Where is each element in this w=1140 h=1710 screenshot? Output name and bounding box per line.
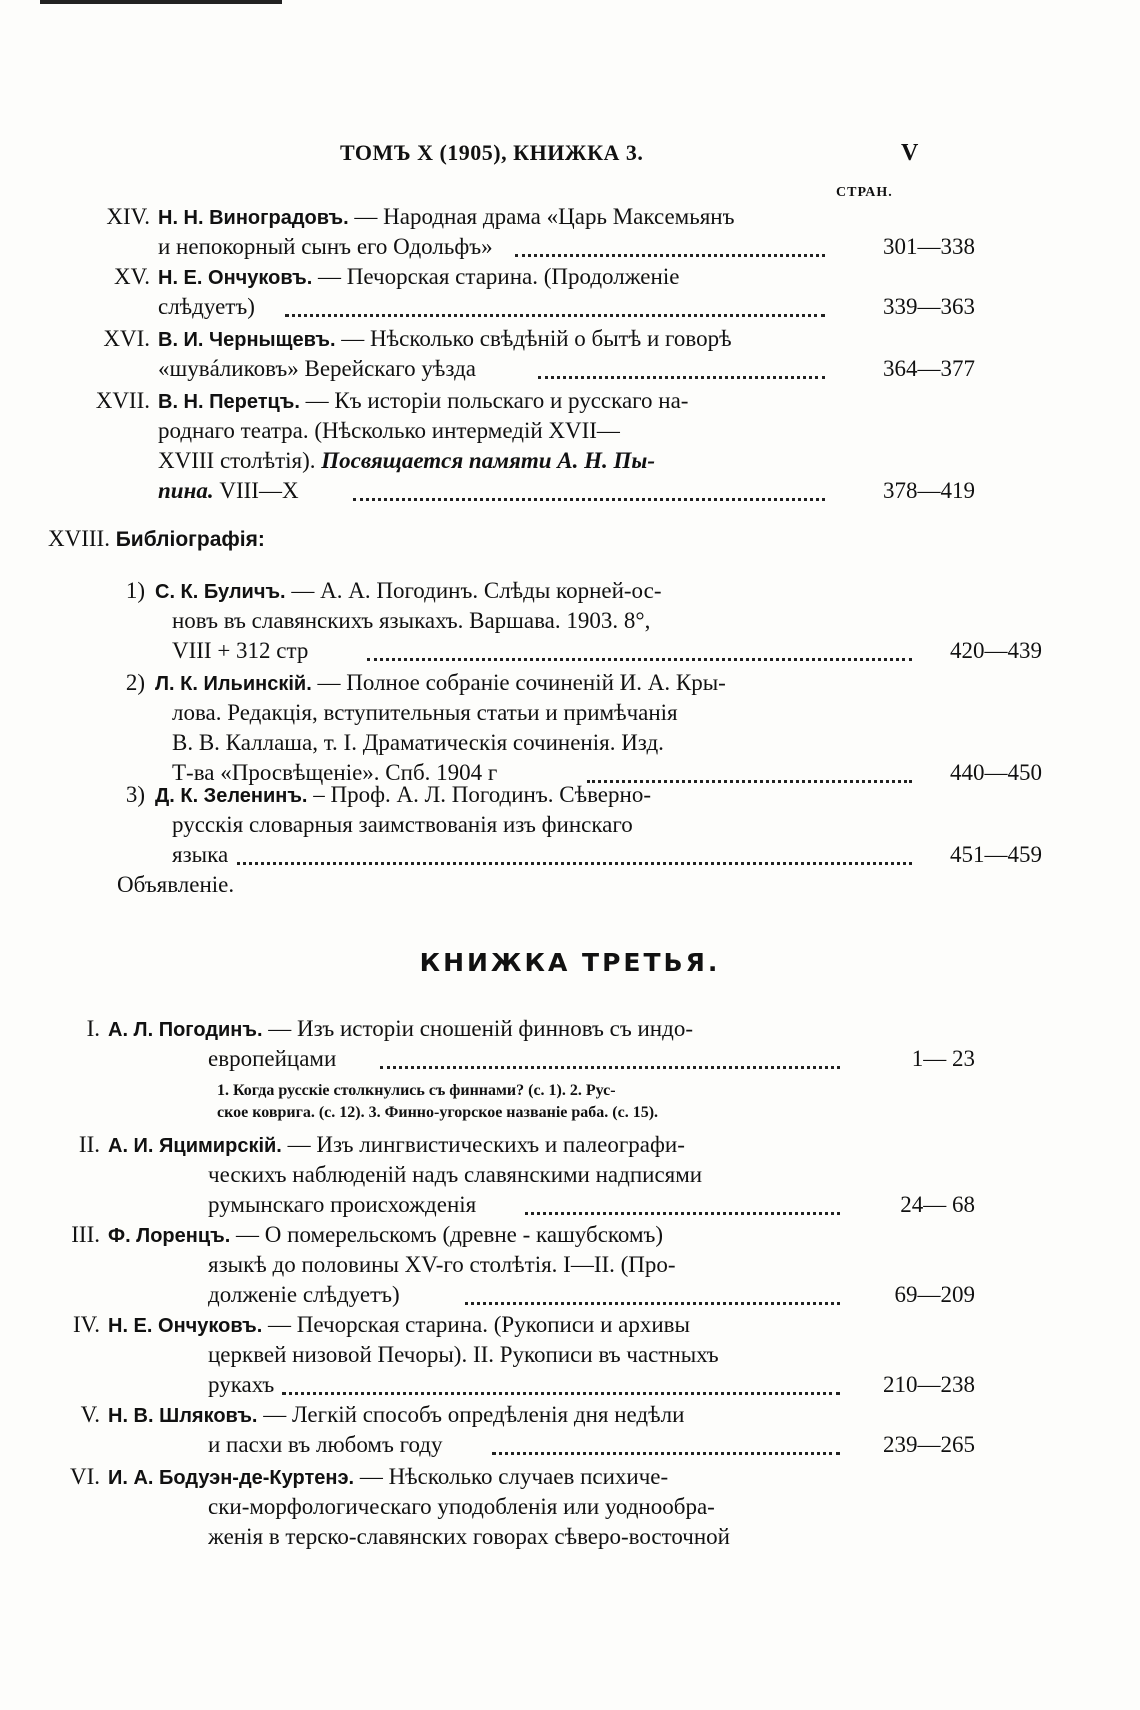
dot-leader <box>380 1066 840 1069</box>
entry-title-line: — Печорская старина. (Рукописи и архивы <box>268 1312 690 1337</box>
entry-title-line: церквей низовой Печоры). II. Рукописи въ частныхъ <box>208 1342 719 1367</box>
entry-pages: 339—363 <box>883 294 975 319</box>
section-number: XVIII. <box>48 526 110 551</box>
entry-author: Д. К. Зеленинъ. <box>155 785 308 807</box>
entry-title-line: VIII + 312 стр <box>172 638 309 663</box>
entry-number: VI. <box>69 1464 100 1489</box>
entry-number: 2) <box>125 670 145 695</box>
entry-subtopics <box>217 1080 658 1124</box>
entry-title-line: «шувáликовъ» Верейскаго уѣзда <box>158 356 476 381</box>
entry-title-line: — Изъ лингвистическихъ и палеографи- <box>287 1132 685 1157</box>
book-heading: КНИЖКА ТРЕТЬЯ. <box>419 948 721 977</box>
entry-title-line: Т-ва «Просвѣщеніе». Спб. 1904 г <box>172 760 498 785</box>
dot-leader <box>282 1392 840 1395</box>
entry-pages: 301—338 <box>883 234 975 259</box>
entry-title-line: языкѣ до половины XV-го столѣтія. I—II. (Про- <box>208 1252 676 1277</box>
entry-pages: 24— 68 <box>900 1192 975 1217</box>
entry-pages: 69—209 <box>894 1282 975 1307</box>
entry-author: Н. В. Шляковъ. <box>108 1405 258 1427</box>
entry-title-line: лова. Редакція, вступительныя статьи и примѣчанія <box>172 700 678 725</box>
section-title: Библіографія: <box>115 528 265 551</box>
entry-title-line: XVIII столѣтія). <box>158 448 316 473</box>
entry-pages: 420—439 <box>950 638 1042 663</box>
entry-title-line: — Легкій способъ опредѣленія дня недѣли <box>263 1402 685 1427</box>
entry-title-line: женія в терско-славянских говорах сѣверо-восточной <box>208 1524 730 1549</box>
entry-author: Н. Е. Ончуковъ. <box>108 1315 263 1337</box>
entry-author: Л. К. Ильинскій. <box>155 673 312 695</box>
subtopic-line: 1. Когда русскіе столкнулись съ финнами? (с. 1). 2. Рус- <box>217 1082 616 1099</box>
entry-title-line: ческихъ наблюденій надъ славянскими надписями <box>208 1162 703 1187</box>
section-heading <box>48 526 265 552</box>
entry-author: Н. Н. Виноградовъ. <box>158 207 349 229</box>
dedication-text: Посвящается памяти А. Н. Пы- <box>321 448 655 473</box>
entry-author: И. А. Бодуэн-де-Куртенэ. <box>108 1467 355 1489</box>
entry-title-line: европейцами <box>208 1046 337 1071</box>
entry-pages: 210—238 <box>883 1372 975 1397</box>
entry-title-line: — Нѣсколько случаев психиче- <box>359 1464 669 1489</box>
entry-title-line: и пасхи въ любомъ году <box>208 1432 443 1457</box>
dedication-text: пина. <box>158 478 214 503</box>
dot-leader <box>538 376 825 379</box>
entry-title-line: русскія словарныя заимствованія изъ финскаго <box>172 812 633 837</box>
entry-title-line: — А. А. Погодинъ. Слѣды корней-ос- <box>291 578 662 603</box>
entry-author: С. К. Буличъ. <box>155 581 286 603</box>
entry-title-line: — Полное собраніе сочиненій И. А. Кры- <box>317 670 726 695</box>
entry-pages: 364—377 <box>883 356 975 381</box>
pages-column-label: СТРАН. <box>836 185 893 200</box>
entry-number: XVI. <box>103 326 150 351</box>
entry-title-line: — Изъ исторіи сношеній финновъ съ индо- <box>268 1016 693 1041</box>
entry-author: Ф. Лоренцъ. <box>108 1225 231 1247</box>
entry-author: В. И. Черныщевъ. <box>158 329 336 351</box>
entry-number: 3) <box>125 782 145 807</box>
entry-title-line: — Печорская старина. (Продолженіе <box>318 264 680 289</box>
announcement: Объявленіе. <box>117 872 235 897</box>
entry-number: V. <box>80 1402 100 1427</box>
entry-title-line: румынскаго происхожденія <box>208 1192 477 1217</box>
entry-title-line: — Народная драма «Царь Максемьянъ <box>354 204 735 229</box>
entry-title-line: — Нѣсколько свѣдѣній о бытѣ и говорѣ <box>341 326 732 351</box>
entry-author: В. Н. Перетцъ. <box>158 391 300 413</box>
entry-title-line: – Проф. А. Л. Погодинъ. Сѣверно- <box>313 782 651 807</box>
entry-title-line: и непокорный сынъ его Одольфъ» <box>158 234 493 259</box>
dot-leader <box>237 862 912 865</box>
entry-number: 1) <box>125 578 145 603</box>
entry-pages: 239—265 <box>883 1432 975 1457</box>
entry-number: IV. <box>72 1312 100 1337</box>
entry-number: XV. <box>113 264 150 289</box>
dot-leader <box>492 1452 840 1455</box>
entry-author: А. Л. Погодинъ. <box>108 1019 263 1041</box>
entry-title-line: — О померельскомъ (древне - кашубскомъ) <box>236 1222 664 1247</box>
running-header <box>0 140 1140 172</box>
entry-title-line: ски-морфологическаго уподобленія или уоднообра- <box>208 1494 715 1519</box>
dot-leader <box>515 254 825 257</box>
entry-title-line: слѣдуетъ) <box>158 294 255 319</box>
entry-author: А. И. Яцимирскій. <box>108 1135 282 1157</box>
entry-title-line: — Къ исторіи польскаго и русскаго на- <box>305 388 689 413</box>
entry-author: Н. Е. Ончуковъ. <box>158 267 313 289</box>
entry-title-line: языка <box>172 842 229 867</box>
entry-pages: 1— 23 <box>911 1046 975 1071</box>
entry-title-line: роднаго театра. (Нѣсколько интермедій XVII— <box>158 418 620 443</box>
entry-title-line: долженіе слѣдуетъ) <box>208 1282 400 1307</box>
entry-title-line: VIII—X <box>219 478 299 503</box>
dot-leader <box>367 658 912 661</box>
entry-pages: 451—459 <box>950 842 1042 867</box>
entry-number: I. <box>86 1016 100 1041</box>
dot-leader <box>353 498 825 501</box>
entry-number: XVII. <box>95 388 150 413</box>
page-numeral: V <box>901 140 919 166</box>
dot-leader <box>525 1212 840 1215</box>
dot-leader <box>465 1302 840 1305</box>
entry-title-line: рукахъ <box>208 1372 275 1397</box>
subtopic-line: ское коврига. (с. 12). 3. Финно-угорское названіе раба. (с. 15). <box>217 1104 659 1121</box>
entry-number: III. <box>71 1222 100 1247</box>
entry-pages: 378—419 <box>883 478 975 503</box>
entry-number: II. <box>78 1132 100 1157</box>
entry-title-line: новъ въ славянскихъ языкахъ. Варшава. 1903. 8°, <box>172 608 651 633</box>
running-title: ТОМЪ X (1905), КНИЖКА 3. <box>340 140 644 165</box>
entry-number: XIV. <box>106 204 150 229</box>
entry-title-line: В. В. Каллаша, т. I. Драматическія сочиненія. Изд. <box>172 730 664 755</box>
top-rule <box>40 0 282 4</box>
dot-leader <box>285 314 825 317</box>
entry-pages: 440—450 <box>950 760 1042 785</box>
